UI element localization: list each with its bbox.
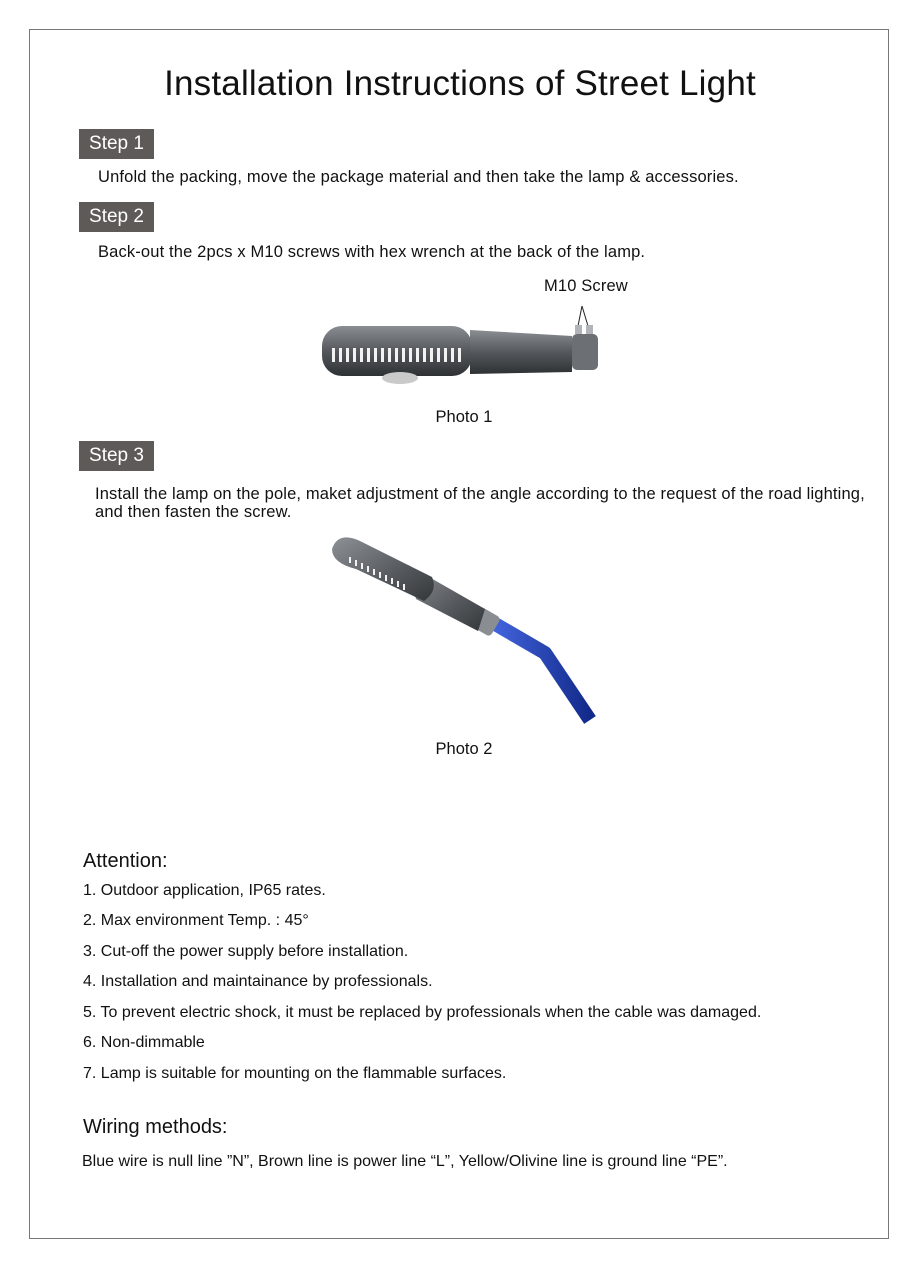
lamp-side-view-illustration <box>310 294 620 394</box>
attention-item: 3. Cut-off the power supply before installation. <box>83 943 409 960</box>
wiring-text: Blue wire is null line ”N”, Brown line is power line “L”, Yellow/Olivine line is ground line “PE”. <box>82 1153 728 1170</box>
step-2-text: Back-out the 2pcs x M10 screws with hex wrench at the back of the lamp. <box>98 243 646 261</box>
step-2-badge: Step 2 <box>79 202 154 232</box>
attention-item: 2. Max environment Temp. : 45° <box>83 912 309 929</box>
m10-screw-label: M10 Screw <box>544 277 628 295</box>
lamp-mounted-on-pole-illustration <box>320 525 610 735</box>
attention-item: 7. Lamp is suitable for mounting on the flammable surfaces. <box>83 1065 507 1082</box>
attention-heading: Attention: <box>83 850 168 872</box>
page-title: Installation Instructions of Street Light <box>164 64 756 103</box>
photo-1-caption: Photo 1 <box>435 408 493 426</box>
attention-item: 1. Outdoor application, IP65 rates. <box>83 882 326 899</box>
step-1-text: Unfold the packing, move the package material and then take the lamp & accessories. <box>98 168 739 186</box>
attention-item: 4. Installation and maintainance by professionals. <box>83 973 433 990</box>
step-1-badge: Step 1 <box>79 129 154 159</box>
attention-item: 5. To prevent electric shock, it must be replaced by professionals when the cable was damaged. <box>83 1004 762 1021</box>
attention-item: 6. Non-dimmable <box>83 1034 205 1051</box>
wiring-heading: Wiring methods: <box>83 1116 228 1138</box>
step-3-badge: Step 3 <box>79 441 154 471</box>
step-3-text: Install the lamp on the pole, maket adjustment of the angle according to the request of the road lighting, and then fasten the screw. <box>95 485 865 521</box>
photo-2-caption: Photo 2 <box>435 740 493 758</box>
